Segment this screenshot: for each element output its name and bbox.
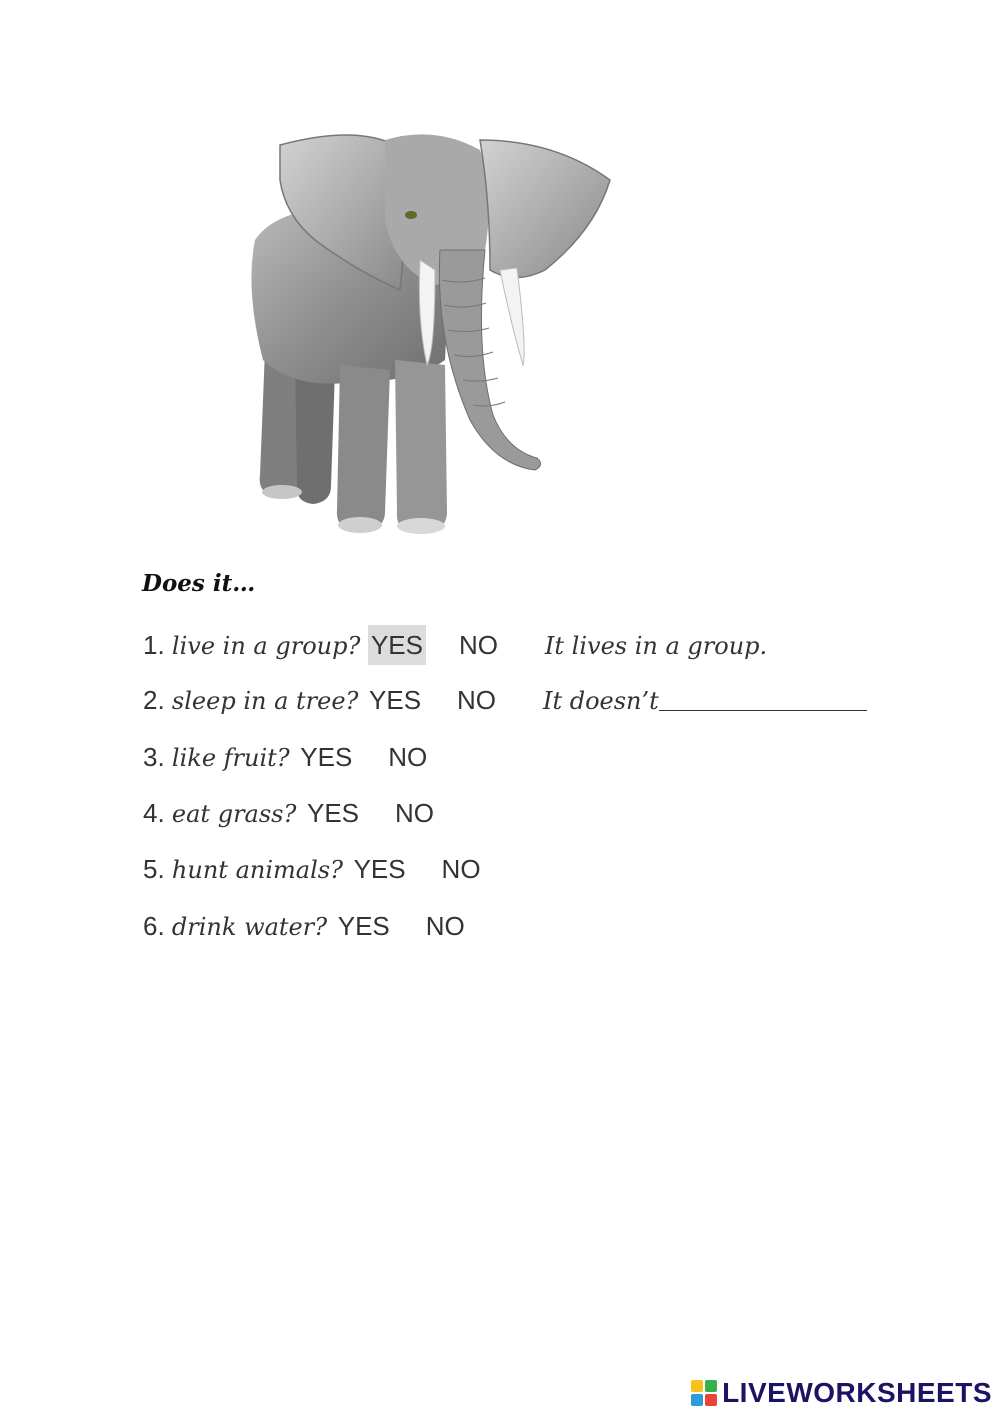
no-option[interactable]: NO [388, 742, 428, 772]
no-option[interactable]: NO [425, 911, 465, 941]
answer-prefix: It doesn’t [542, 687, 659, 715]
answer-blank[interactable] [659, 686, 867, 711]
question-text: eat grass? [171, 800, 304, 828]
elephant-illustration [235, 120, 625, 540]
question-row [143, 793, 437, 833]
question-number: 6. [143, 911, 172, 941]
yes-option[interactable]: YES [369, 685, 422, 715]
question-text: sleep in a tree? [171, 687, 367, 715]
yes-option[interactable]: YES [337, 911, 390, 941]
question-text: live in a group? [171, 632, 368, 660]
question-row [143, 849, 484, 889]
no-option[interactable]: NO [394, 798, 434, 828]
worksheet-heading: Does it… [142, 570, 256, 597]
no-option[interactable]: NO [458, 630, 498, 660]
question-row [143, 906, 468, 946]
question-number: 3. [143, 742, 172, 772]
no-option[interactable]: NO [457, 685, 497, 715]
question-number: 5. [143, 854, 172, 884]
question-number: 2. [143, 685, 172, 715]
liveworksheets-brand[interactable] [691, 1376, 992, 1410]
brand-name: LIVEWORKSHEETS [722, 1377, 992, 1408]
yes-option[interactable]: YES [300, 742, 353, 772]
question-text: like fruit? [171, 744, 298, 772]
question-text: drink water? [171, 913, 335, 941]
question-number: 4. [143, 798, 172, 828]
no-option[interactable]: NO [441, 854, 481, 884]
yes-option[interactable]: YES [306, 798, 360, 828]
answer-text: It lives in a group. [544, 632, 768, 660]
yes-option[interactable]: YES [353, 854, 406, 884]
yes-option[interactable]: YES [368, 625, 426, 665]
question-text: hunt animals? [171, 856, 351, 884]
question-row [143, 625, 767, 665]
question-row [143, 737, 430, 777]
liveworksheets-logo-icon [691, 1380, 717, 1406]
question-number: 1. [143, 630, 172, 660]
question-row [143, 680, 867, 720]
